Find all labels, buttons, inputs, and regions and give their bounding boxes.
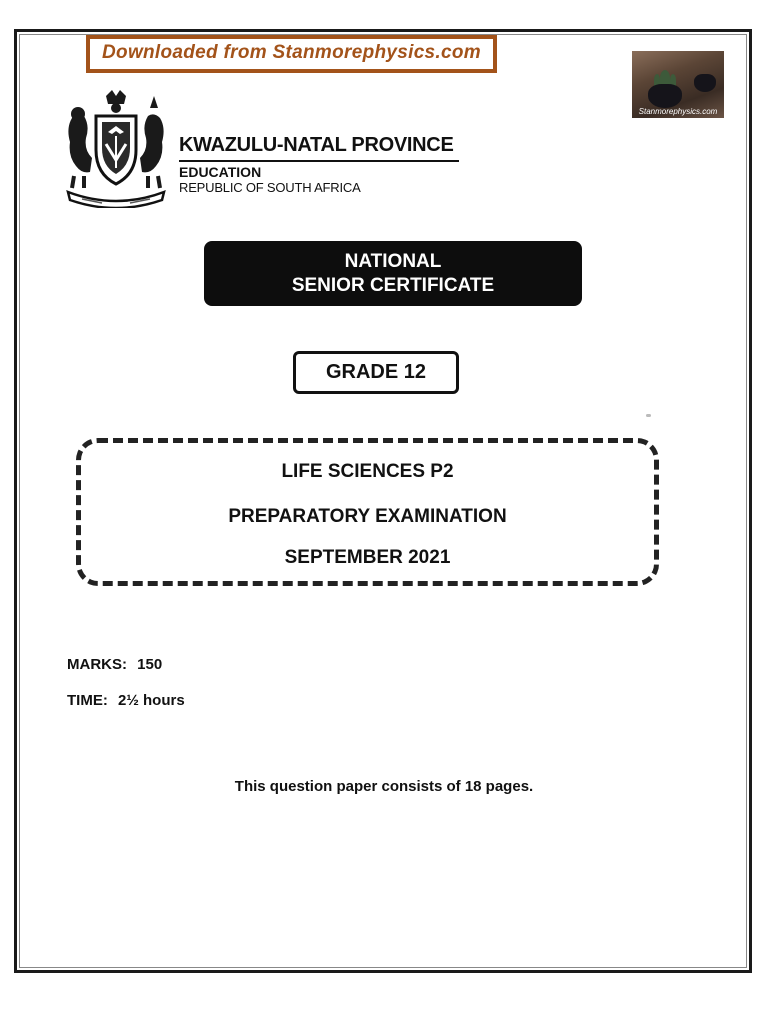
- corner-photo: [632, 51, 724, 118]
- country-name: REPUBLIC OF SOUTH AFRICA: [179, 180, 361, 195]
- certificate-box: [204, 241, 582, 306]
- download-banner: [86, 35, 497, 73]
- coat-of-arms-icon: [62, 88, 170, 208]
- time-value: 2½ hours: [118, 692, 185, 709]
- marks-value: 150: [137, 656, 163, 673]
- time-label: TIME:: [67, 692, 108, 709]
- grade-label: GRADE 12: [325, 361, 427, 383]
- certificate-line-1: NATIONAL: [344, 250, 442, 272]
- scan-speck: [646, 414, 651, 417]
- photo-caption: Stanmorephysics.com: [638, 107, 718, 116]
- exam-date: SEPTEMBER 2021: [284, 547, 451, 568]
- marks-label: MARKS:: [67, 656, 127, 673]
- marks-row: [67, 656, 162, 673]
- exam-type: PREPARATORY EXAMINATION: [228, 506, 507, 527]
- time-row: [67, 692, 185, 709]
- province-title: KWAZULU-NATAL PROVINCE: [179, 133, 459, 162]
- exam-subject: LIFE SCIENCES P2: [281, 461, 454, 482]
- download-banner-text: Downloaded from Stanmorephysics.com: [102, 42, 481, 63]
- pot-icon: [694, 74, 716, 92]
- department-name: EDUCATION: [179, 164, 262, 180]
- exam-details-box: [76, 438, 659, 586]
- header-block: [179, 133, 459, 195]
- certificate-line-2: SENIOR CERTIFICATE: [291, 274, 495, 296]
- grade-box: [293, 351, 459, 394]
- page-count-note: This question paper consists of 18 pages.: [234, 778, 534, 795]
- pot-icon: [648, 84, 682, 108]
